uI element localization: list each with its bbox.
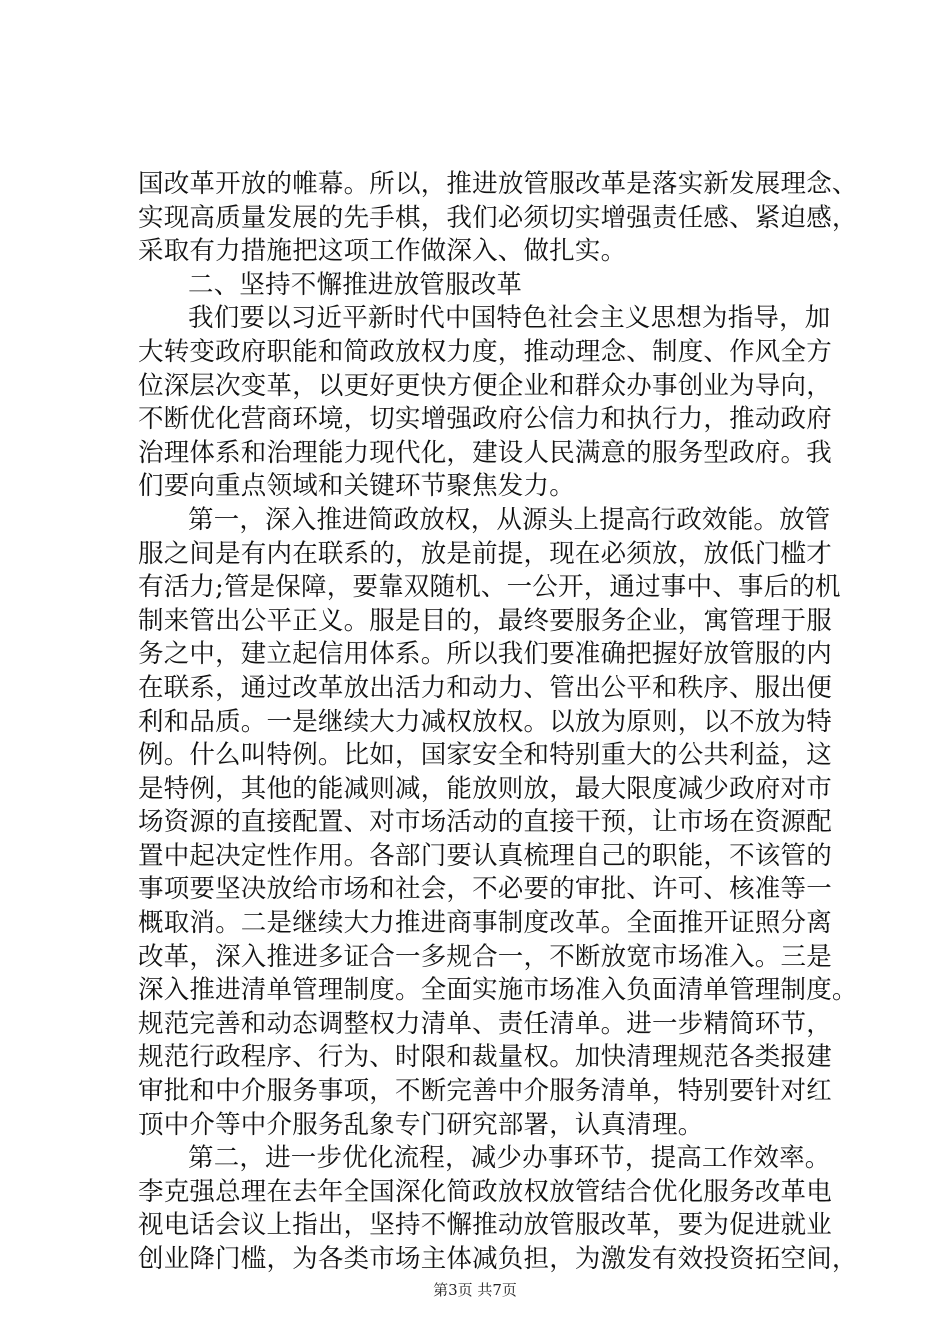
document-body — [138, 168, 858, 1277]
text-line: 有活力;管是保障，要靠双随机、一公开，通过事中、事后的机 — [138, 572, 841, 603]
text-line: 事项要坚决放给市场和社会，不必要的审批、许可、核准等一 — [138, 874, 832, 905]
text-line: 置中起决定性作用。各部门要认真梳理自己的职能，不该管的 — [138, 840, 832, 871]
text-line: 治理体系和治理能力现代化，建设人民满意的服务型政府。我 — [138, 437, 832, 468]
text-line: 制来管出公平正义。服是目的，最终要服务企业，寓管理于服 — [138, 605, 832, 636]
text-line: 规范行政程序、行为、时限和裁量权。加快清理规范各类报建 — [138, 1042, 832, 1073]
text-line: 国改革开放的帷幕。所以，推进放管服改革是落实新发展理念、 — [138, 169, 858, 199]
text-line: 利和品质。一是继续大力减权放权。以放为原则，以不放为特 — [138, 706, 832, 737]
text-line: 审批和中介服务事项，不断完善中介服务清单，特别要针对红 — [138, 1076, 832, 1107]
text-line: 场资源的直接配置、对市场活动的直接干预，让市场在资源配 — [138, 807, 832, 838]
text-line: 视电话会议上指出，坚持不懈推动放管服改革，要为促进就业 — [138, 1210, 832, 1241]
text-line: 创业降门槛，为各类市场主体减负担，为激发有效投资拓空间， — [138, 1244, 858, 1274]
paragraph-first-line: 我们要以习近平新时代中国特色社会主义思想为指导，加 — [188, 303, 831, 334]
text-line: 规范完善和动态调整权力清单、责任清单。进一步精简环节， — [138, 1008, 832, 1039]
text-line: 顶中介等中介服务乱象专门研究部署，认真清理。 — [138, 1109, 704, 1140]
text-line: 服之间是有内在联系的，放是前提，现在必须放，放低门槛才 — [138, 538, 832, 569]
text-line: 务之中，建立起信用体系。所以我们要准确把握好放管服的内 — [138, 639, 832, 670]
section-heading: 二、坚持不懈推进放管服改革 — [188, 269, 523, 300]
paragraph-first-line: 第二，进一步优化流程，减少办事环节，提高工作效率。 — [188, 1143, 831, 1174]
text-line: 在联系，通过改革放出活力和动力、管出公平和秩序、服出便 — [138, 672, 832, 703]
page-number: 第3页 共7页 — [433, 1281, 517, 1299]
text-line: 不断优化营商环境，切实增强政府公信力和执行力，推动政府 — [138, 404, 832, 435]
text-line: 实现高质量发展的先手棋，我们必须切实增强责任感、紧迫感， — [138, 202, 858, 233]
text-line: 是特例，其他的能减则减，能放则放，最大限度减少政府对市 — [138, 773, 832, 804]
text-line: 改革，深入推进多证合一多规合一，不断放宽市场准入。三是 — [138, 941, 832, 972]
text-line: 李克强总理在去年全国深化简政放权放管结合优化服务改革电 — [138, 1176, 832, 1207]
text-line: 例。什么叫特例。比如，国家安全和特别重大的公共利益，这 — [138, 740, 832, 771]
paragraph-first-line: 第一，深入推进简政放权，从源头上提高行政效能。放管 — [188, 504, 831, 535]
text-line: 采取有力措施把这项工作做深入、做扎实。 — [138, 236, 627, 267]
text-line: 大转变政府职能和简政放权力度，推动理念、制度、作风全方 — [138, 336, 832, 367]
text-line: 概取消。二是继续大力推进商事制度改革。全面推开证照分离 — [138, 908, 832, 939]
text-line: 们要向重点领域和关键环节聚焦发力。 — [138, 471, 575, 502]
text-line: 位深层次变革，以更好更快方便企业和群众办事创业为导向， — [138, 370, 832, 401]
text-line: 深入推进清单管理制度。全面实施市场准入负面清单管理制度。 — [138, 975, 858, 1006]
